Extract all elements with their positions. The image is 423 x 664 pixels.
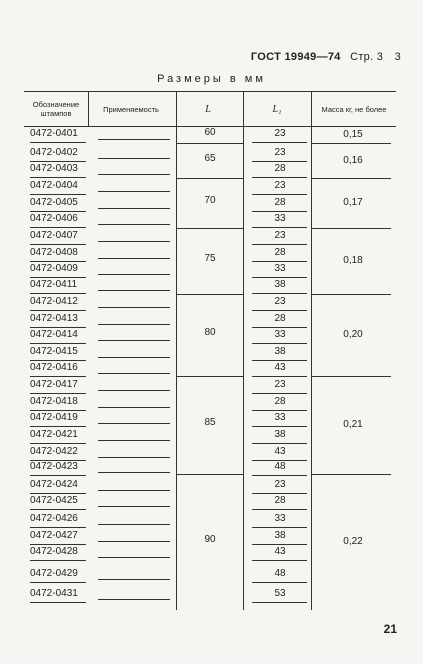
designation-cell: 0472-0431 bbox=[30, 588, 78, 599]
designation-cell: 0472-0402 bbox=[30, 147, 78, 158]
row-rule-designation bbox=[30, 560, 86, 561]
designation-cell: 0472-0411 bbox=[30, 279, 78, 290]
row-rule-L1 bbox=[252, 475, 307, 476]
row-rule-applicability bbox=[98, 208, 170, 209]
designation-cell: 0472-0422 bbox=[30, 446, 78, 457]
designation-cell: 0472-0429 bbox=[30, 568, 78, 579]
header-column-divider bbox=[243, 91, 244, 127]
group-rule-L bbox=[176, 474, 243, 475]
mass-cell: 0,16 bbox=[343, 154, 363, 166]
designation-cell: 0472-0407 bbox=[30, 230, 78, 241]
designation-cell: 0472-0414 bbox=[30, 329, 78, 340]
page-number: 21 bbox=[383, 622, 397, 636]
row-rule-applicability bbox=[98, 241, 170, 242]
L1-cell: 43 bbox=[274, 546, 286, 557]
designation-cell: 0472-0405 bbox=[30, 197, 78, 208]
designation-cell: 0472-0413 bbox=[30, 313, 78, 324]
designation-cell: 0472-0418 bbox=[30, 396, 78, 407]
designation-cell: 0472-0424 bbox=[30, 479, 78, 490]
L1-cell: 28 bbox=[274, 396, 286, 407]
L1-cell: 28 bbox=[274, 247, 286, 258]
header-column-divider bbox=[176, 91, 177, 127]
row-rule-applicability bbox=[98, 158, 170, 159]
col-header-applicability: Применяемость bbox=[103, 104, 159, 114]
L-cell: 75 bbox=[204, 253, 216, 264]
L1-cell: 28 bbox=[274, 495, 286, 506]
L1-cell: 38 bbox=[274, 346, 286, 357]
designation-cell: 0472-0428 bbox=[30, 546, 78, 557]
col-header-L1: L₁ bbox=[272, 103, 282, 115]
row-rule-designation bbox=[30, 509, 86, 510]
mass-column-left-border bbox=[311, 126, 312, 610]
row-rule-applicability bbox=[98, 390, 170, 391]
page-header: ГОСТ 19949—74 Стр. 3 3 bbox=[250, 51, 401, 63]
designation-cell: 0472-0419 bbox=[30, 412, 78, 423]
row-rule-designation bbox=[30, 582, 86, 583]
L1-cell: 53 bbox=[274, 588, 286, 599]
designation-cell: 0472-0406 bbox=[30, 213, 78, 224]
L1-cell: 28 bbox=[274, 197, 286, 208]
row-rule-L1 bbox=[252, 602, 307, 603]
group-rule-L bbox=[176, 228, 243, 229]
L1-cell: 28 bbox=[274, 313, 286, 324]
L-cell: 90 bbox=[204, 534, 216, 545]
group-rule-mass bbox=[311, 474, 391, 475]
L-cell: 65 bbox=[204, 152, 216, 164]
table-subtitle: Размеры в мм bbox=[157, 73, 266, 85]
designation-cell: 0472-0409 bbox=[30, 263, 78, 274]
row-rule-applicability bbox=[98, 274, 170, 275]
designation-cell: 0472-0421 bbox=[30, 429, 78, 440]
row-rule-applicability bbox=[98, 541, 170, 542]
L-cell: 80 bbox=[204, 327, 216, 338]
designation-cell: 0472-0412 bbox=[30, 296, 78, 307]
L1-cell: 43 bbox=[274, 446, 286, 457]
col-header-mass: Масса кг, не более bbox=[321, 104, 387, 114]
designation-cell: 0472-0401 bbox=[30, 128, 78, 139]
L1-cell: 23 bbox=[274, 379, 286, 390]
L-cell: 85 bbox=[204, 417, 216, 428]
L1-cell: 38 bbox=[274, 279, 286, 290]
mass-cell: 0,22 bbox=[343, 536, 363, 547]
row-rule-L1 bbox=[252, 582, 307, 583]
L1-cell: 23 bbox=[274, 479, 286, 490]
group-rule-mass bbox=[311, 178, 391, 179]
table-top-rule bbox=[24, 91, 396, 92]
col-header-designation: Обозначение штампов bbox=[32, 100, 80, 118]
L-column-left-border bbox=[176, 126, 177, 610]
header-column-divider bbox=[311, 91, 312, 127]
L1-cell: 33 bbox=[274, 513, 286, 524]
designation-cell: 0472-0404 bbox=[30, 180, 78, 191]
group-rule-L bbox=[176, 178, 243, 179]
row-rule-applicability bbox=[98, 324, 170, 325]
mass-cell: 0,21 bbox=[343, 419, 363, 430]
designation-cell: 0472-0425 bbox=[30, 495, 78, 506]
mass-cell: 0,20 bbox=[343, 329, 363, 340]
L1-cell: 38 bbox=[274, 530, 286, 541]
group-rule-mass bbox=[311, 294, 391, 295]
row-rule-designation bbox=[30, 602, 86, 603]
designation-cell: 0472-0415 bbox=[30, 346, 78, 357]
designation-cell: 0472-0403 bbox=[30, 163, 78, 174]
L-cell: 70 bbox=[204, 195, 216, 206]
header-column-divider bbox=[88, 91, 89, 127]
mass-cell: 0,17 bbox=[343, 197, 363, 208]
row-rule-applicability bbox=[98, 340, 170, 341]
row-rule-applicability bbox=[98, 472, 170, 473]
row-rule-designation bbox=[30, 475, 86, 476]
mass-cell: 0,18 bbox=[343, 255, 363, 266]
page-label: Стр. 3 bbox=[350, 51, 384, 63]
group-rule-mass bbox=[311, 228, 391, 229]
L-column-right-border bbox=[243, 126, 244, 610]
L1-cell: 28 bbox=[274, 163, 286, 174]
L1-cell: 33 bbox=[274, 329, 286, 340]
L1-cell: 23 bbox=[274, 128, 286, 139]
row-rule-applicability bbox=[98, 490, 170, 491]
group-rule-mass bbox=[311, 143, 391, 144]
L1-cell: 33 bbox=[274, 263, 286, 274]
row-rule-applicability bbox=[98, 357, 170, 358]
designation-cell: 0472-0408 bbox=[30, 247, 78, 258]
L1-cell: 43 bbox=[274, 362, 286, 373]
L-cell: 60 bbox=[204, 127, 216, 138]
row-rule-L1 bbox=[252, 560, 307, 561]
L1-cell: 48 bbox=[274, 461, 286, 472]
L1-cell: 38 bbox=[274, 429, 286, 440]
row-rule-applicability bbox=[98, 139, 170, 140]
mass-cell: 0,15 bbox=[343, 129, 363, 140]
row-rule-applicability bbox=[98, 373, 170, 374]
L1-cell: 23 bbox=[274, 180, 286, 191]
row-rule-applicability bbox=[98, 557, 170, 558]
designation-cell: 0472-0423 bbox=[30, 461, 78, 472]
row-rule-applicability bbox=[98, 290, 170, 291]
row-rule-applicability bbox=[98, 407, 170, 408]
designation-cell: 0472-0427 bbox=[30, 530, 78, 541]
designation-cell: 0472-0416 bbox=[30, 362, 78, 373]
group-rule-mass bbox=[311, 376, 391, 377]
designation-cell: 0472-0417 bbox=[30, 379, 78, 390]
group-rule-L bbox=[176, 376, 243, 377]
row-rule-applicability bbox=[98, 579, 170, 580]
row-rule-applicability bbox=[98, 506, 170, 507]
row-rule-L1 bbox=[252, 509, 307, 510]
L1-cell: 48 bbox=[274, 568, 286, 579]
L1-cell: 23 bbox=[274, 296, 286, 307]
L1-cell: 33 bbox=[274, 412, 286, 423]
row-rule-applicability bbox=[98, 423, 170, 424]
row-rule-applicability bbox=[98, 174, 170, 175]
row-rule-applicability bbox=[98, 307, 170, 308]
L1-cell: 23 bbox=[274, 230, 286, 241]
row-rule-applicability bbox=[98, 457, 170, 458]
L1-cell: 33 bbox=[274, 213, 286, 224]
standard-number: ГОСТ 19949—74 bbox=[250, 51, 341, 63]
row-rule-applicability bbox=[98, 599, 170, 600]
row-rule-applicability bbox=[98, 191, 170, 192]
row-rule-applicability bbox=[98, 224, 170, 225]
col-header-L: L bbox=[205, 103, 211, 115]
L1-cell: 23 bbox=[274, 147, 286, 158]
group-rule-L bbox=[176, 294, 243, 295]
group-rule-L bbox=[176, 143, 243, 144]
row-rule-applicability bbox=[98, 524, 170, 525]
row-rule-L1 bbox=[252, 142, 307, 143]
row-rule-applicability bbox=[98, 258, 170, 259]
row-rule-designation bbox=[30, 142, 86, 143]
designation-cell: 0472-0426 bbox=[30, 513, 78, 524]
row-rule-applicability bbox=[98, 440, 170, 441]
